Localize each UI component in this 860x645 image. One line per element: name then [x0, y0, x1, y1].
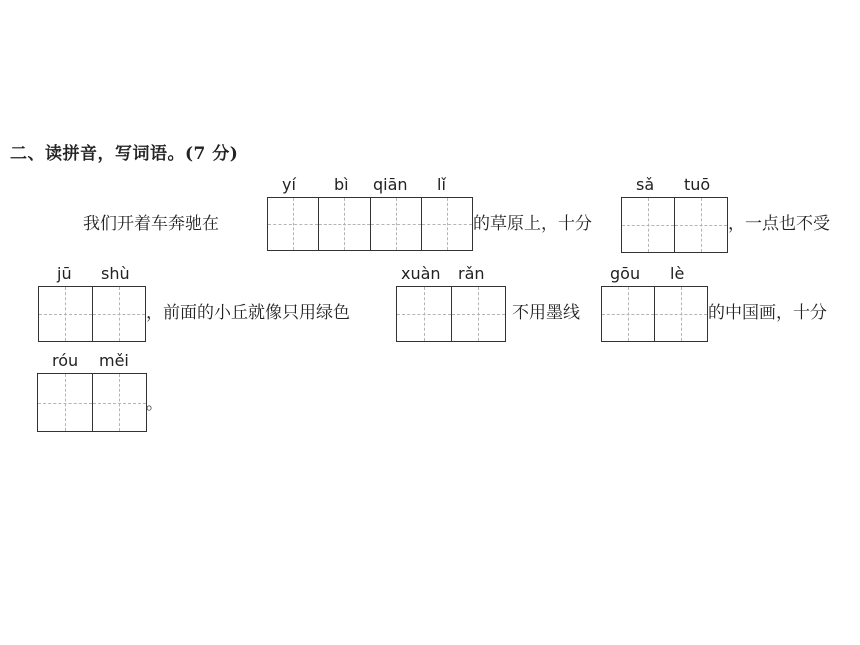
- answer-cell[interactable]: [397, 287, 451, 341]
- sentence-part-1: 我们开着车奔驰在: [83, 214, 219, 234]
- answer-cell[interactable]: [451, 287, 506, 341]
- sentence-part-7: 。: [146, 394, 163, 414]
- pinyin-word1-4: lǐ: [437, 175, 446, 194]
- answer-boxes-word4[interactable]: [396, 286, 506, 342]
- answer-cell[interactable]: [674, 198, 727, 252]
- pinyin-word5-1: gōu: [610, 264, 641, 283]
- pinyin-word1-2: bì: [334, 175, 349, 194]
- sentence-part-6: 的中国画，十分: [708, 303, 827, 323]
- pinyin-word3-1: jū: [57, 264, 72, 283]
- sentence-part-2: 的草原上，十分: [473, 214, 592, 234]
- answer-cell[interactable]: [38, 374, 92, 431]
- pinyin-word6-1: róu: [52, 351, 79, 370]
- sentence-part-3: ，一点也不受: [728, 214, 830, 234]
- answer-cell[interactable]: [39, 287, 92, 341]
- answer-cell[interactable]: [622, 198, 674, 252]
- answer-boxes-word6[interactable]: [37, 373, 147, 432]
- answer-boxes-word2[interactable]: [621, 197, 728, 253]
- answer-cell[interactable]: [92, 374, 147, 431]
- pinyin-word2-2: tuō: [684, 175, 711, 194]
- answer-cell[interactable]: [654, 287, 707, 341]
- answer-boxes-word1[interactable]: [267, 197, 473, 251]
- answer-cell[interactable]: [602, 287, 654, 341]
- answer-cell[interactable]: [421, 198, 472, 250]
- answer-boxes-word3[interactable]: [38, 286, 146, 342]
- answer-cell[interactable]: [370, 198, 421, 250]
- pinyin-word4-1: xuàn: [401, 264, 441, 283]
- answer-boxes-word5[interactable]: [601, 286, 708, 342]
- pinyin-word1-3: qiān: [373, 175, 408, 194]
- pinyin-word2-1: sǎ: [636, 175, 655, 194]
- sentence-part-4: ，前面的小丘就像只用绿色: [146, 303, 350, 323]
- exercise-heading: 二、读拼音，写词语。(7 分): [10, 144, 239, 164]
- pinyin-word3-2: shù: [101, 264, 130, 283]
- answer-cell[interactable]: [268, 198, 318, 250]
- pinyin-word1-1: yí: [282, 175, 296, 194]
- answer-cell[interactable]: [318, 198, 369, 250]
- pinyin-word6-2: měi: [99, 351, 129, 370]
- pinyin-word4-2: rǎn: [458, 264, 485, 283]
- pinyin-word5-2: lè: [670, 264, 685, 283]
- sentence-part-5: 不用墨线: [512, 303, 580, 323]
- answer-cell[interactable]: [92, 287, 146, 341]
